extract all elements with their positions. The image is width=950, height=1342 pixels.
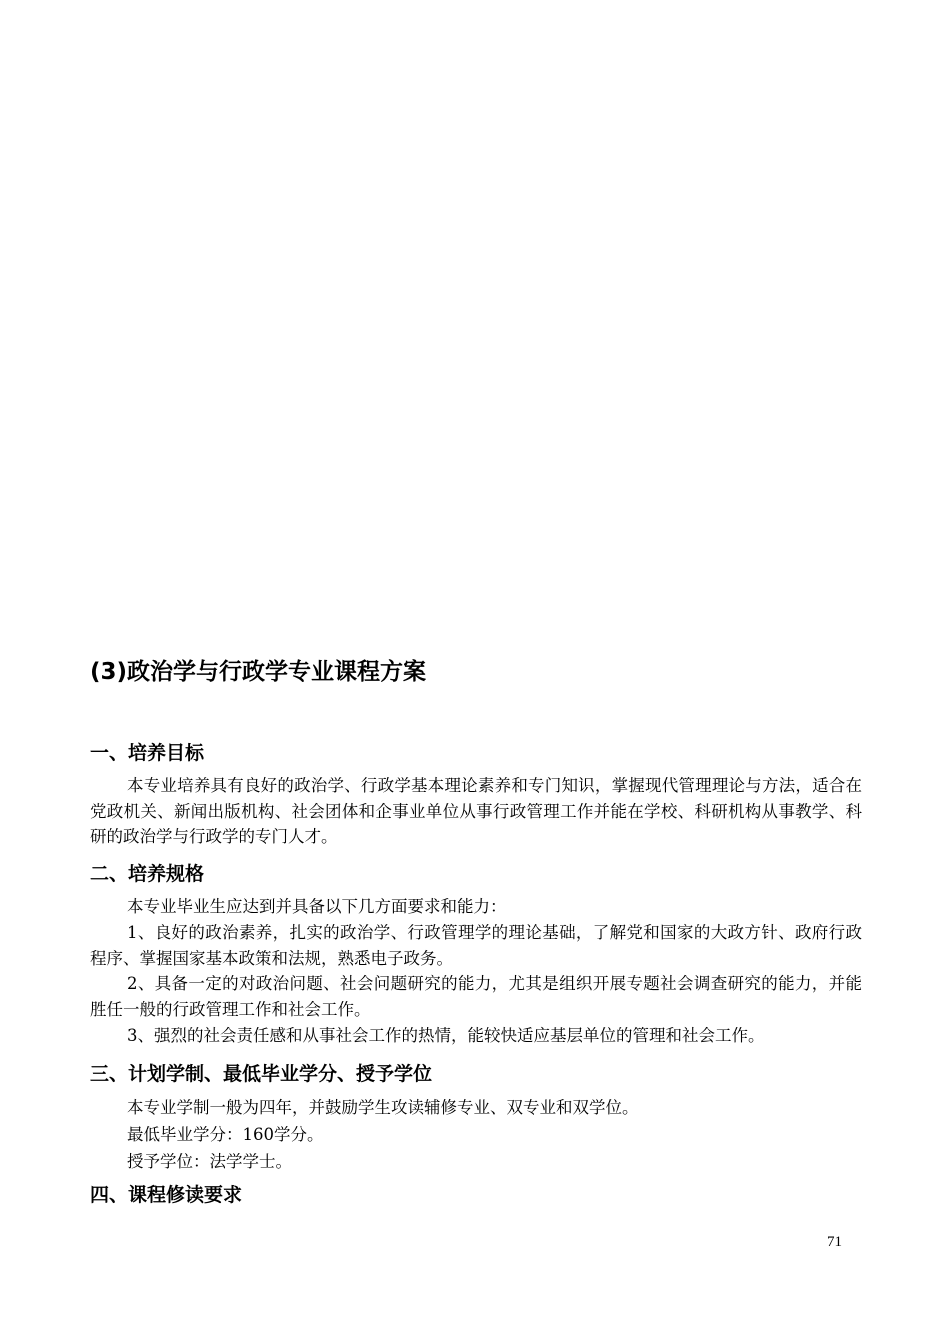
specs-item-1-paragraph: 1、良好的政治素养，扎实的政治学、行政管理学的理论基础，了解党和国家的大政方针、政府行政程序、掌握国家基本政策和法规，熟悉电子政务。 (90, 923, 862, 968)
document-title: (3)政治学与行政学专业课程方案 (90, 659, 427, 685)
duration-paragraph: 本专业学制一般为四年，并鼓励学生攻读辅修专业、双专业和双学位。 (127, 1098, 639, 1117)
section-heading-course-requirements: 四、课程修读要求 (90, 1184, 243, 1206)
section-heading-duration-credits-degree: 三、计划学制、最低毕业学分、授予学位 (90, 1063, 433, 1085)
section-heading-specs: 二、培养规格 (90, 863, 205, 885)
specs-item-2-paragraph: 2、具备一定的对政治问题、社会问题研究的能力，尤其是组织开展专题社会调查研究的能力，并能胜任一般的行政管理工作和社会工作。 (90, 974, 862, 1019)
min-credits-paragraph: 最低毕业学分：160学分。 (127, 1125, 324, 1144)
goals-paragraph: 本专业培养具有良好的政治学、行政学基本理论素养和专门知识，掌握现代管理理论与方法，适合在党政机关、新闻出版机构、社会团体和企事业单位从事行政管理工作并能在学校、科研机构从事教学、科研的政治学与行政学的专门人才。 (90, 776, 862, 846)
section-heading-goals: 一、培养目标 (90, 742, 205, 764)
specs-intro-paragraph: 本专业毕业生应达到并具备以下几方面要求和能力： (127, 897, 507, 916)
degree-paragraph: 授予学位：法学学士。 (127, 1152, 292, 1171)
page-number: 71 (827, 1234, 842, 1250)
specs-item-3-paragraph: 3、强烈的社会责任感和从事社会工作的热情，能较快适应基层单位的管理和社会工作。 (127, 1026, 765, 1045)
